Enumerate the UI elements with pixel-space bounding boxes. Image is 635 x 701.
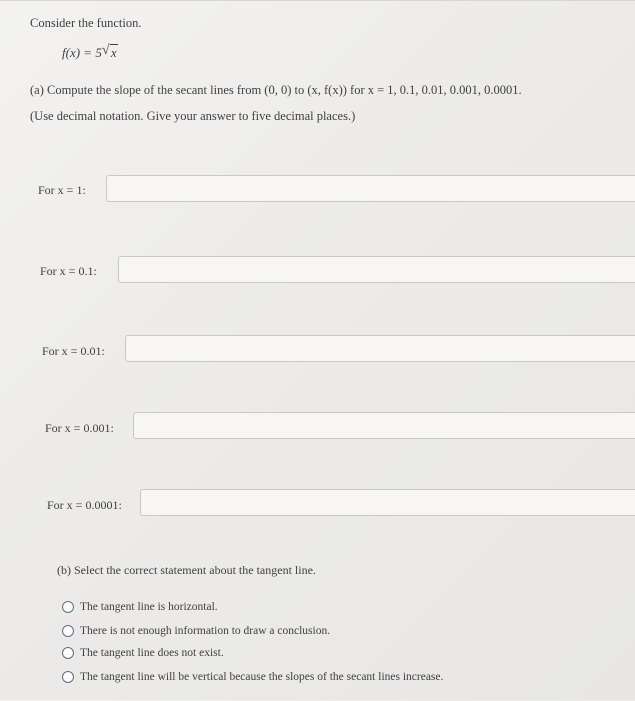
answer-input-1[interactable] — [106, 175, 635, 202]
formula-lhs: f(x) = 5 — [62, 45, 102, 60]
option-vertical[interactable] — [62, 671, 443, 683]
radio-circle-icon[interactable] — [62, 647, 74, 659]
answer-label-2: For x = 0.1: — [40, 264, 97, 278]
square-root — [102, 45, 118, 61]
option-label: The tangent line is horizontal. — [80, 601, 218, 613]
option-label: The tangent line will be vertical because the slopes of the secant lines increase. — [80, 671, 444, 683]
answer-input-5[interactable] — [140, 489, 635, 516]
option-not-enough-info[interactable] — [62, 625, 330, 637]
radio-circle-icon[interactable] — [62, 625, 74, 637]
answer-label-4: For x = 0.001: — [45, 421, 114, 435]
option-horizontal[interactable] — [62, 601, 218, 613]
option-label: The tangent line does not exist. — [80, 647, 224, 659]
answer-input-2[interactable] — [118, 256, 635, 283]
radical-icon: √ — [101, 43, 110, 58]
decimal-note: (Use decimal notation. Give your answer to five decimal places.) — [30, 109, 356, 123]
part-a-prompt: (a) Compute the slope of the secant lines from (0, 0) to (x, f(x)) for x = 1, 0.1, 0.01, 0.001, 0.0001. — [30, 83, 522, 97]
radio-circle-icon[interactable] — [62, 601, 74, 613]
answer-label-1: For x = 1: — [38, 183, 86, 197]
answer-input-4[interactable] — [133, 412, 635, 439]
radio-circle-icon[interactable] — [62, 671, 74, 683]
answer-input-3[interactable] — [125, 335, 635, 362]
answer-label-3: For x = 0.01: — [42, 344, 105, 358]
function-formula — [62, 45, 118, 61]
intro-text: Consider the function. — [30, 16, 142, 30]
option-label: There is not enough information to draw a conclusion. — [80, 625, 331, 637]
option-does-not-exist[interactable] — [62, 647, 224, 659]
formula-radicand: x — [110, 45, 117, 60]
part-b-prompt: (b) Select the correct statement about the tangent line. — [57, 563, 316, 577]
answer-label-5: For x = 0.0001: — [47, 498, 122, 512]
